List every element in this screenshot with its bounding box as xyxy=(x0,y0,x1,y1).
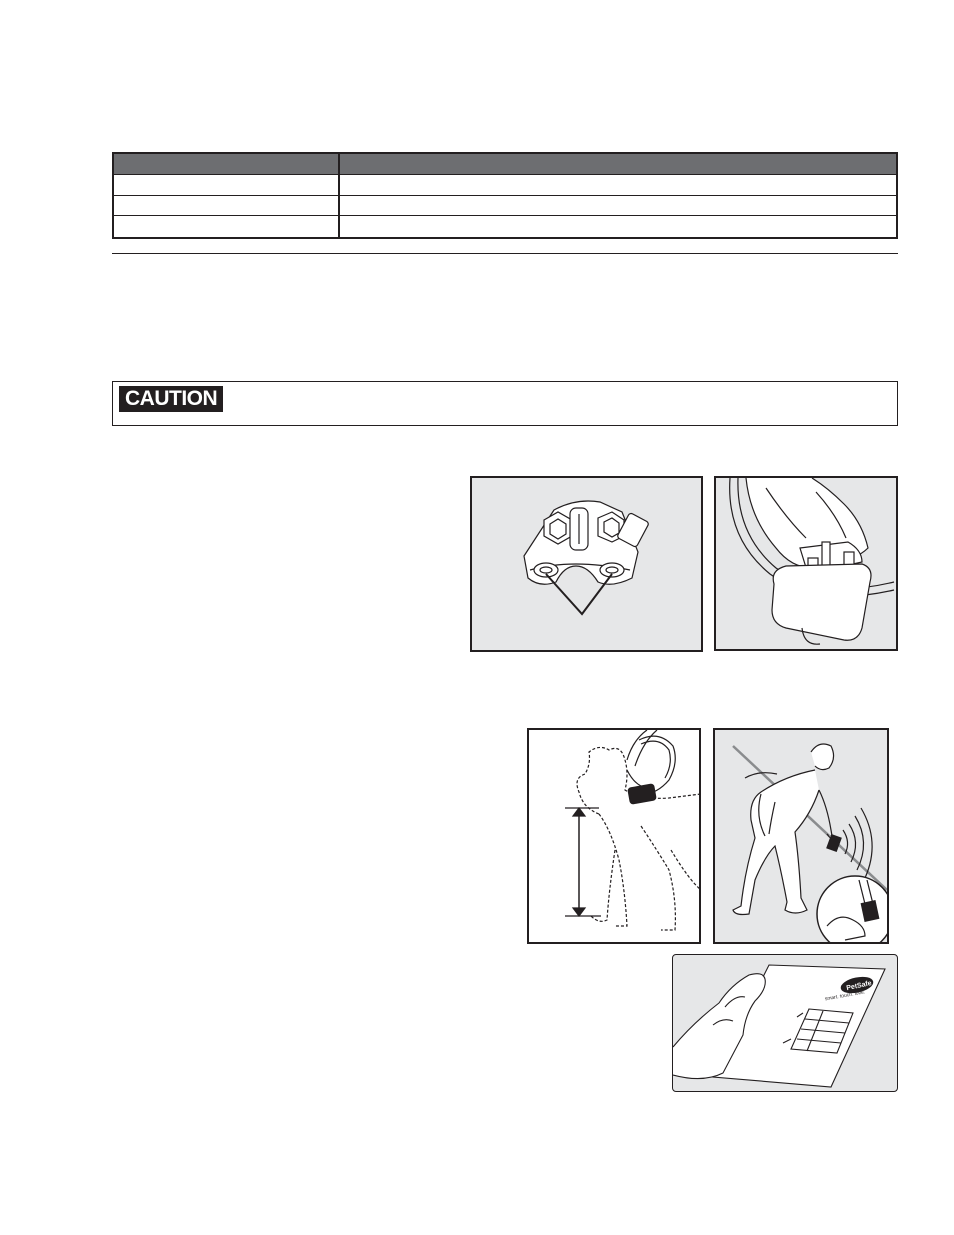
dog-collar-fit-illustration xyxy=(527,728,701,944)
table-row xyxy=(114,195,896,216)
table-header-row xyxy=(114,154,896,174)
caution-label: CAUTION xyxy=(119,386,223,412)
paper-tagline: smart. touch. love. xyxy=(824,989,866,1003)
caution-box xyxy=(112,381,898,426)
section-divider xyxy=(112,253,898,254)
boundary-test-illustration xyxy=(713,728,889,944)
collar-contact-points-illustration xyxy=(470,476,703,652)
table-row xyxy=(114,174,896,196)
table-row xyxy=(114,215,896,238)
column-divider xyxy=(338,154,340,237)
hand-holding-instructions-illustration xyxy=(672,954,898,1092)
hand-holding-collar-illustration xyxy=(714,476,898,651)
paper-logo: PetSafe xyxy=(845,979,873,993)
spec-table xyxy=(112,152,898,239)
